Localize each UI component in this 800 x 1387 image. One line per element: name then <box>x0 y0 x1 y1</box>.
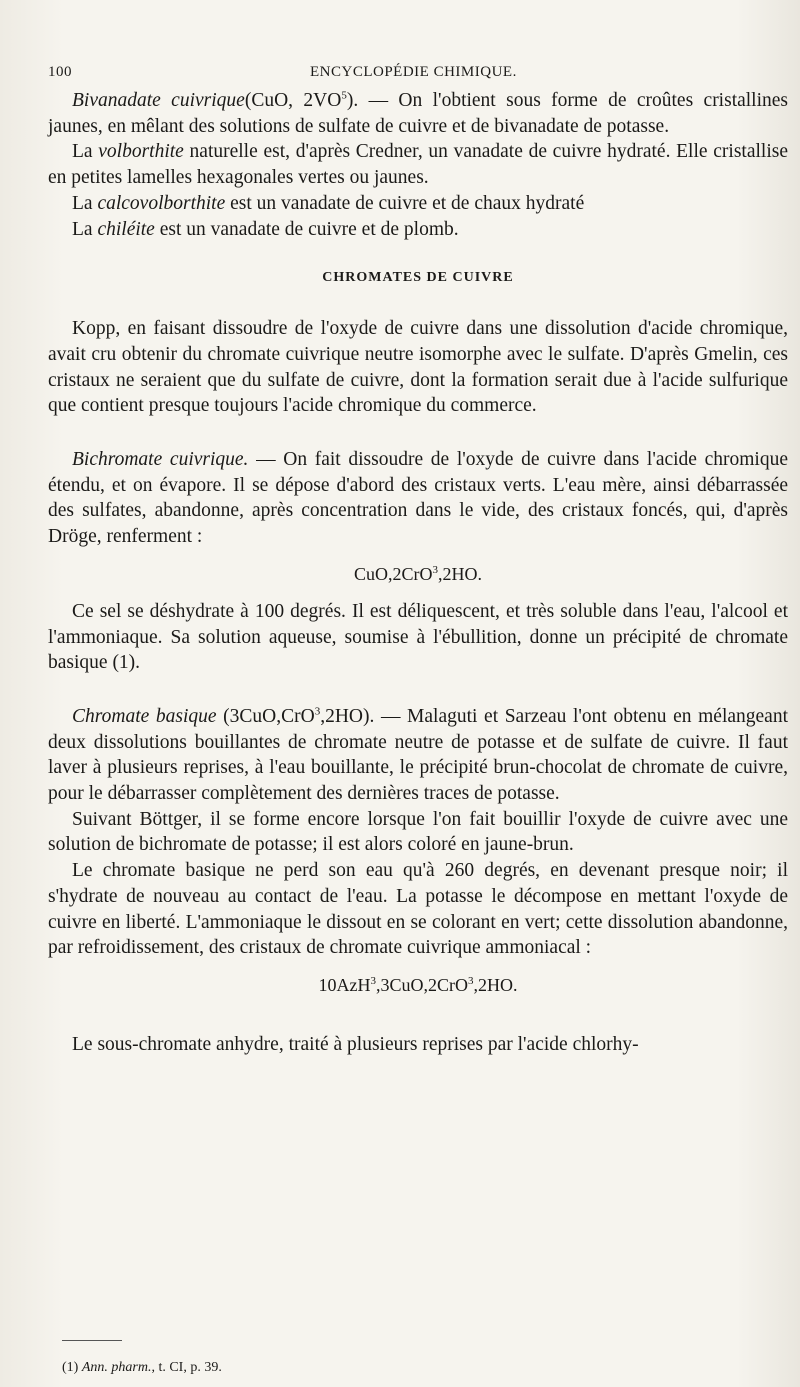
term-chromate-basique: Chromate basique <box>72 705 217 727</box>
page-header <box>48 60 788 88</box>
paragraph-sous-chromate: Le sous-chromate anhydre, traité à plusieurs reprises par l'acide chlorhy- <box>72 1033 639 1055</box>
paragraph-chromate-basique: Chromate basique (3CuO,CrO$^3$,2HO). — Malaguti et Sarzeau l'ont obtenu en mélangeant deux dissolutions bouillantes de chromate neutre de potasse et de sulfate de cuivre. Il faut laver à plusieurs reprises, à l'eau bouillante, le précipité brun-chocolat de chromate de cuivre, pour le débarrasser complètement des dernières traces de potasse. <box>48 705 788 805</box>
paragraph-perd-eau: Le chromate basique ne perd son eau qu'à 260 degrés, en devenant presque noir; il s'hydrate de nouveau au contact de l'eau. La potasse le décompose en mettant l'oxyde de cuivre en liberté. L'ammoniaque le dissout en se colorant en vert; cette dissolution abandonne, par refroidissement, des cristaux de chromate cuivrique ammoniacal : <box>48 860 788 959</box>
term-volborthite: volborthite <box>98 141 184 163</box>
section-heading: CHROMATES DE CUIVRE <box>322 270 514 286</box>
paragraph-deshydrate: Ce sel se déshydrate à 100 degrés. Il est déliquescent, et très soluble dans l'eau, l'alcool et l'ammoniaque. Sa solution aqueuse, soumise à l'ébullition, donne un précipité de chromate basique (1). <box>48 600 788 674</box>
term-calcovolborthite: calcovolborthite <box>97 192 226 214</box>
footnote-source: Ann. pharm. <box>81 1360 152 1375</box>
paragraph-chileite: La chiléite est un vanadate de cuivre et de plomb. <box>72 218 459 240</box>
paragraph-bichromate: Bichromate cuivrique. — On fait dissoudre de l'oxyde de cuivre dans l'acide chromique étendu, et on évapore. Il se dépose d'abord des cristaux verts. L'eau mère, ainsi débarrassée des sulfates, abandonne, après concentration dans le vide, des cristaux foncés, qui, d'après Dröge, renferment : <box>48 449 789 548</box>
term-chileite: chiléite <box>97 218 155 240</box>
paragraph-kopp: Kopp, en faisant dissoudre de l'oxyde de cuivre dans une dissolution d'acide chromique, avait cru obtenir du chromate cuivrique neutre isomorphe avec le sulfate. D'après Gmelin, ces cristaux ne seraient que du sulfate de cuivre, dont la formation serait due à l'acide sulfurique que contient presque toujours l'acide chromique du commerce. <box>48 318 788 417</box>
formula-ammoniacal: 10AzH$^3$,3CuO,2CrO$^3$,2HO. <box>318 974 518 995</box>
formula-bichromate: CuO,2CrO$^3$,2HO. <box>353 563 482 584</box>
term-bichromate: Bichromate cuivrique. <box>72 449 249 471</box>
paragraph-bottger: Suivant Böttger, il se forme encore lorsque l'on fait bouillir l'oxyde de cuivre avec une solution de bichromate de potasse; il est alors coloré en jaune-brun. <box>48 808 788 856</box>
page-number: 100 <box>48 64 72 80</box>
footnote: (1) Ann. pharm., t. CI, p. 39. <box>62 1360 222 1375</box>
running-head: ENCYCLOPÉDIE CHIMIQUE. <box>310 64 517 80</box>
paragraph-volborthite: La volborthite naturelle est, d'après Credner, un vanadate de cuivre hydraté. Elle cristallise en petites lamelles hexagonales vertes ou jaunes. <box>48 141 788 189</box>
term-bivanadate: Bivanadate cuivrique <box>72 90 245 111</box>
paragraph-calcovolborthite: La calcovolborthite est un vanadate de cuivre et de chaux hydraté <box>72 192 585 214</box>
paragraph-bivanadate: Bivanadate cuivrique(CuO, $2VO^5$). — On l'obtient sous forme de croûtes cristallines jaunes, en mêlant des solutions de sulfate de cuivre et de bivanadate de potasse. <box>48 89 789 137</box>
footnote-rule <box>62 1340 122 1341</box>
